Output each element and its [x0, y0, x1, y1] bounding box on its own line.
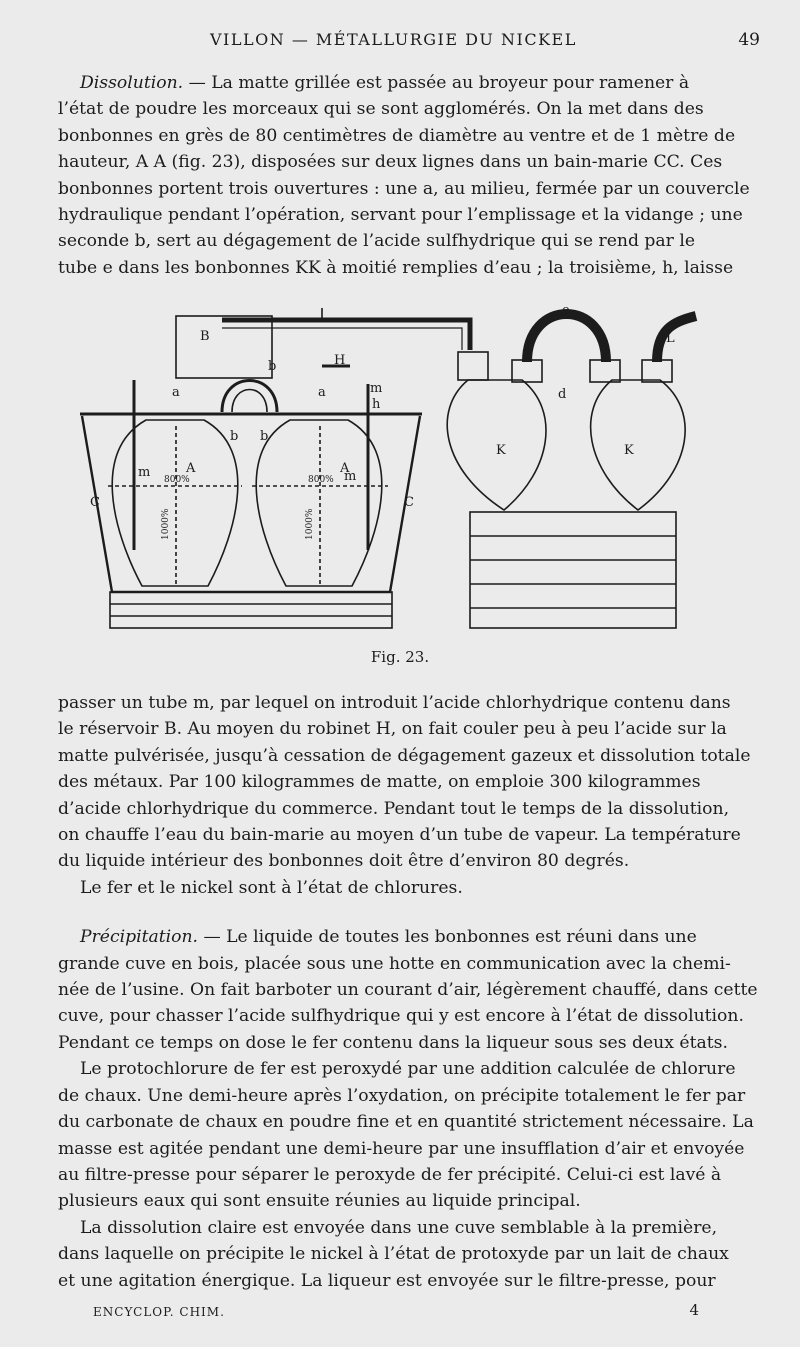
label-k-left: K	[496, 443, 506, 458]
text-line: née de l’usine. On fait barboter un courant d’air, légèrement chauffé, dans cette	[58, 980, 758, 1001]
text-line: bonbonnes portent trois ouvertures : une a, au milieu, fermée par un couvercle	[58, 178, 750, 199]
bonbonne-a-right	[256, 420, 382, 586]
label-height-right: 1000%	[305, 508, 315, 540]
label-d: d	[558, 387, 567, 402]
text-line: passer un tube m, par lequel on introduit l’acide chlorhydrique contenu dans	[58, 693, 731, 713]
label-a-vessel-right: A	[340, 461, 350, 476]
footer-title: ENCYCLOP. CHIM.	[93, 1305, 225, 1319]
text-line: hauteur, A A (fig. 23), disposées sur deux lignes dans un bain-marie CC. Ces	[58, 152, 723, 173]
section-lead-precipitation: Précipitation.	[80, 927, 199, 948]
label-a-right: a	[318, 385, 326, 400]
text-line: plusieurs eaux qui sont ensuite réunies au liquide principal.	[58, 1191, 581, 1212]
text-line: le réservoir B. Au moyen du robinet H, on fait couler peu à peu l’acide sur la	[58, 719, 727, 740]
signature-mark: 4	[689, 1301, 700, 1319]
text-line: cuve, pour chasser l’acide sulfhydrique qui y est encore à l’état de dissolution.	[58, 1006, 744, 1027]
label-b-right: b	[260, 429, 269, 444]
text-line: hydraulique pendant l’opération, servant pour l’emplissage et la vidange ; une	[58, 205, 743, 226]
reservoir-b	[176, 316, 272, 378]
continuation-paragraph	[58, 690, 758, 1294]
label-m-right: m	[344, 469, 357, 484]
label-h-valve: H	[334, 353, 346, 368]
bonbonne-a-left	[112, 420, 238, 586]
text-line: La dissolution claire est envoyée dans une cuve semblable à la première,	[80, 1217, 718, 1238]
text-line: du liquide intérieur des bonbonnes doit être d’environ 80 degrés.	[58, 851, 630, 872]
label-k-right: K	[624, 443, 634, 458]
brick-base-left	[110, 592, 392, 628]
text-line: grande cuve en bois, placée sous une hotte en communication avec la chemi-	[58, 953, 731, 974]
page-header	[60, 30, 760, 58]
label-b-reservoir: B	[200, 329, 210, 344]
label-b-left: b	[230, 429, 239, 444]
text-line: de chaux. Une demi-heure après l’oxydation, on précipite totalement le fer par	[58, 1085, 746, 1106]
text-line: l’état de poudre les morceaux qui se sont agglomérés. On la met dans des	[58, 99, 704, 120]
text-line: on chauffe l’eau du bain-marie au moyen d’un tube de vapeur. La température	[58, 825, 741, 846]
label-a-left: a	[172, 385, 180, 400]
brick-base-right	[470, 512, 676, 628]
label-c-left: C	[90, 495, 100, 510]
label-diameter-left: 800%	[164, 475, 190, 485]
label-l: L	[666, 331, 675, 346]
figure-23-apparatus	[72, 300, 712, 640]
text-line: bonbonnes en grès de 80 centimètres de diamètre au ventre et de 1 mètre de	[58, 125, 736, 146]
bonbonne-k-right	[591, 380, 686, 510]
page-number: 49	[738, 30, 760, 50]
text-line: — Le liquide de toutes les bonbonnes est réuni dans une	[198, 927, 697, 948]
text-line: — La matte grillée est passée au broyeur pour ramener à	[183, 73, 690, 93]
text-line: tube e dans les bonbonnes KK à moitié remplies d’eau ; la troisième, h, laisse	[58, 257, 734, 278]
section-lead-dissolution: Dissolution.	[80, 73, 184, 93]
label-height-left: 1000%	[161, 508, 171, 540]
label-m-left: m	[138, 465, 151, 480]
text-line: Le protochlorure de fer est peroxydé par une addition calculée de chlorure	[80, 1059, 736, 1080]
label-a-vessel-left: A	[186, 461, 196, 476]
text-line: Pendant ce temps on dose le fer contenu dans la liqueur sous ses deux états.	[58, 1032, 728, 1053]
text-line: d’acide chlorhydrique du commerce. Pendant tout le temps de la dissolution,	[58, 798, 730, 819]
running-title: VILLON — MÉTALLURGIE DU NICKEL	[210, 30, 577, 49]
text-line: des métaux. Par 100 kilogrammes de matte, on emploie 300 kilogrammes	[58, 772, 701, 793]
page-footer	[93, 1301, 700, 1319]
text-line: matte pulvérisée, jusqu’à cessation de dégagement gazeux et dissolution totale	[58, 745, 751, 766]
text-line: du carbonate de chaux en poudre fine et en quantité strictement nécessaire. La	[58, 1112, 754, 1133]
label-b-top: b	[268, 359, 277, 374]
label-c-right: C	[404, 495, 414, 510]
label-diameter-right: 800%	[308, 475, 334, 485]
text-line: au filtre-presse pour séparer le peroxyde de fer précipité. Celui-ci est lavé à	[58, 1164, 722, 1185]
dissolution-paragraph	[58, 70, 758, 281]
figure-caption: Fig. 23.	[370, 648, 430, 666]
text-line: dans laquelle on précipite le nickel à l’état de protoxyde par un lait de chaux	[58, 1244, 729, 1265]
label-h: h	[372, 397, 381, 412]
text-line: Le fer et le nickel sont à l’état de chlorures.	[80, 877, 463, 898]
label-m-top: m	[370, 381, 383, 396]
label-e: e	[562, 303, 570, 318]
text-line: seconde b, sert au dégagement de l’acide sulfhydrique qui se rend par le	[58, 231, 696, 252]
text-line: et une agitation énergique. La liqueur est envoyée sur le filtre-presse, pour	[58, 1270, 716, 1291]
text-line: masse est agitée pendant une demi-heure par une insufflation d’air et envoyée	[58, 1138, 745, 1159]
